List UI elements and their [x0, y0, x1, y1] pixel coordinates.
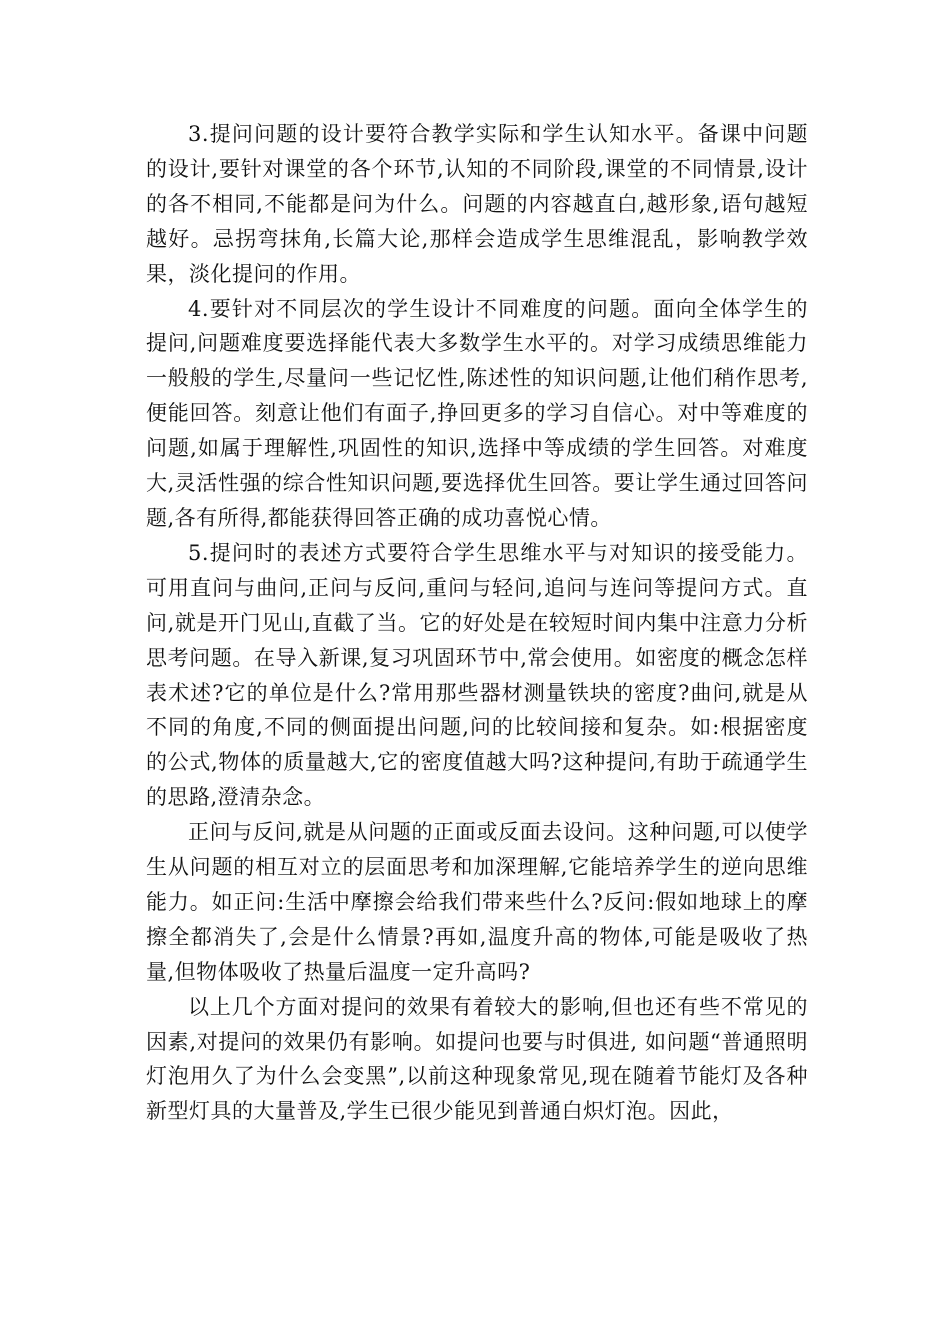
- paragraph-conclusion: 以上几个方面对提问的效果有着较大的影响,但也还有些不常见的因素,对提问的效果仍有影响。如提问也要与时俱进, 如问题“普通照明灯泡用久了为什么会变黑”,以前这种现象常见,现在随着节能灯及各种新型灯具的大量普及,学生已很少能见到普通白炽灯泡。因此，: [146, 994, 808, 1124]
- paragraph-positive-negative-questions: 正问与反问,就是从问题的正面或反面去设问。这种问题,可以使学生从问题的相互对立的层面思考和加深理解,它能培养学生的逆向思维能力。如正问:生活中摩擦会给我们带来些什么?反问:假如地球上的摩擦全都消失了,会是什么情景?再如,温度升高的物体,可能是吸收了热量,但物体吸收了热量后温度一定升高吗?: [146, 820, 808, 984]
- paragraph-4: 4.要针对不同层次的学生设计不同难度的问题。面向全体学生的提问,问题难度要选择能代表大多数学生水平的。对学习成绩思维能力一般般的学生,尽量问一些记忆性,陈述性的知识问题,让他们稍作思考,便能回答。刻意让他们有面子,挣回更多的学习自信心。对中等难度的问题,如属于理解性,巩固性的知识,选择中等成绩的学生回答。对难度大,灵活性强的综合性知识问题,要选择优生回答。要让学生通过回答问题,各有所得,都能获得回答正确的成功喜悦心情。: [146, 296, 808, 530]
- paragraph-5: 5.提问时的表述方式要符合学生思维水平与对知识的接受能力。可用直问与曲问,正问与反问,重问与轻问,追问与连问等提问方式。直问,就是开门见山,直截了当。它的好处是在较短时间内集中注意力分析思考问题。在导入新课,复习巩固环节中,常会使用。如密度的概念怎样表术述?它的单位是什么?常用那些器材测量铁块的密度?曲问,就是从不同的角度,不同的侧面提出问题,问的比较间接和复杂。如:根据密度的公式,物体的质量越大,它的密度值越大吗?这种提问,有助于疏通学生的思路,澄清杂念。: [146, 540, 808, 810]
- document-body: [146, 117, 808, 1129]
- paragraph-3: 3.提问问题的设计要符合教学实际和学生认知水平。备课中问题的设计,要针对课堂的各个环节,认知的不同阶段,课堂的不同情景,设计的各不相同,不能都是问为什么。问题的内容越直白,越形象,语句越短越好。忌拐弯抹角,长篇大论,那样会造成学生思维混乱，影响教学效果，淡化提问的作用。: [146, 122, 808, 286]
